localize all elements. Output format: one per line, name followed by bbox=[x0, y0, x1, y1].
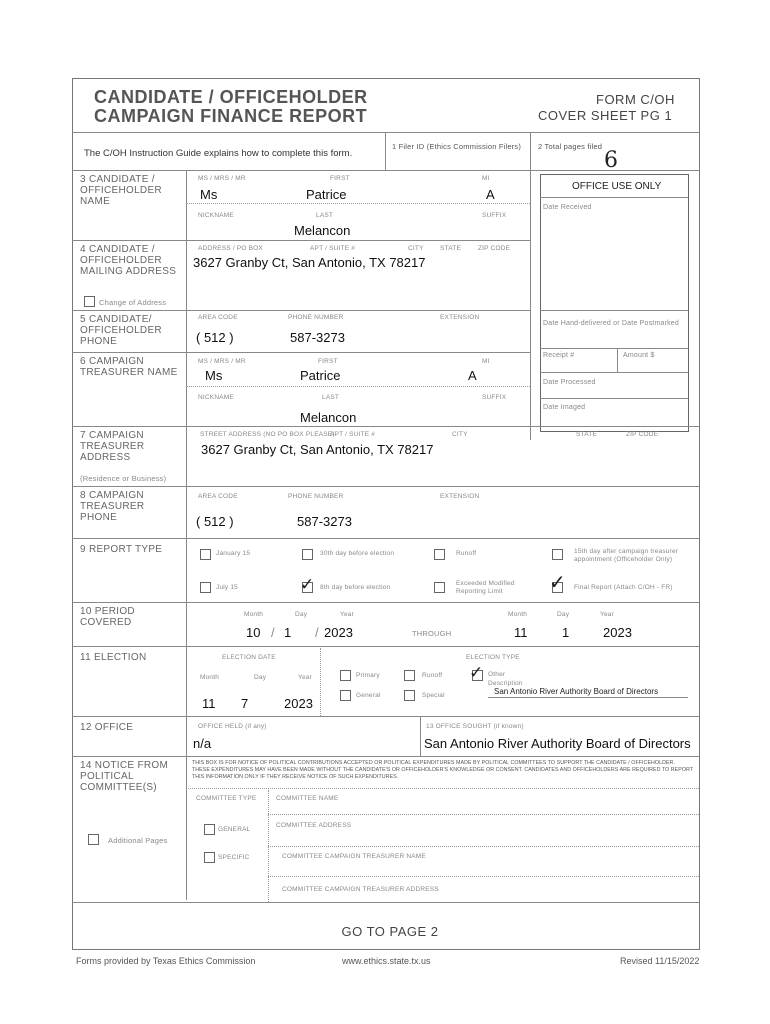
form-id: FORM C/OH bbox=[596, 92, 675, 107]
checkmark-icon: ✓ bbox=[469, 663, 484, 682]
divider bbox=[186, 170, 187, 900]
candidate-middle-initial[interactable]: A bbox=[486, 187, 495, 202]
report-15day-after-label: 15th day after campaign treasurer appointment (Officeholder Only) bbox=[574, 548, 679, 563]
office-use-title: OFFICE USE ONLY bbox=[572, 181, 662, 192]
divider bbox=[540, 372, 688, 373]
sec9-label: 9 REPORT TYPE bbox=[80, 544, 163, 555]
election-description-label: Description bbox=[488, 680, 523, 687]
form-title-line2: CAMPAIGN FINANCE REPORT bbox=[94, 106, 368, 126]
sec10-to-day-col: Day bbox=[557, 611, 570, 618]
change-of-address-label: Change of Address bbox=[99, 298, 167, 307]
sec3-mi-col: MI bbox=[482, 175, 490, 182]
sec3-prefix-col: MS / MRS / MR bbox=[198, 175, 246, 182]
footer-revised: Revised 11/15/2022 bbox=[620, 956, 700, 966]
treasurer-prefix[interactable]: Ms bbox=[205, 368, 223, 383]
committee-treasurer-address-label: COMMITTEE CAMPAIGN TREASURER ADDRESS bbox=[282, 886, 439, 893]
divider bbox=[530, 132, 531, 170]
sec6-suffix-col: SUFFIX bbox=[482, 394, 507, 401]
election-special-label: Special bbox=[422, 692, 445, 699]
period-from-month[interactable]: 10 bbox=[246, 625, 261, 640]
sec4-state-col: STATE bbox=[440, 245, 461, 252]
sec6-mi-col: MI bbox=[482, 358, 490, 365]
divider bbox=[540, 348, 688, 349]
election-description[interactable]: San Antonio River Authority Board of Directors bbox=[494, 687, 659, 696]
sec8-area-col: AREA CODE bbox=[198, 493, 238, 500]
sec10-to-year-col: Year bbox=[600, 611, 614, 618]
additional-pages-checkbox[interactable] bbox=[88, 834, 99, 845]
sec14-label: 14 NOTICE FROM POLITICAL COMMITTEE(S) bbox=[80, 760, 169, 793]
period-from-day[interactable]: 1 bbox=[284, 625, 292, 640]
checkmark-icon: ✓ bbox=[300, 575, 315, 594]
divider bbox=[72, 646, 699, 647]
office-held-label: OFFICE HELD (if any) bbox=[198, 723, 267, 730]
office-held-value[interactable]: n/a bbox=[193, 736, 212, 751]
sec4-label: 4 CANDIDATE / OFFICEHOLDER MAILING ADDRESS bbox=[80, 244, 177, 277]
divider bbox=[72, 716, 699, 717]
sec8-ext-col: EXTENSION bbox=[440, 493, 480, 500]
sec7-label: 7 CAMPAIGN TREASURER ADDRESS bbox=[80, 430, 145, 463]
divider bbox=[488, 697, 688, 698]
divider bbox=[72, 170, 699, 171]
candidate-phone-number[interactable]: 587-3273 bbox=[290, 330, 345, 345]
report-runoff-checkbox[interactable] bbox=[434, 549, 445, 560]
form-title-line1: CANDIDATE / OFFICEHOLDER bbox=[94, 87, 368, 107]
divider bbox=[72, 756, 699, 757]
divider bbox=[385, 132, 386, 170]
sec8-label: 8 CAMPAIGN TREASURER PHONE bbox=[80, 490, 145, 523]
report-july15-checkbox[interactable] bbox=[200, 582, 211, 593]
treasurer-address[interactable]: 3627 Granby Ct, San Antonio, TX 78217 bbox=[201, 442, 434, 457]
change-of-address-checkbox[interactable] bbox=[84, 296, 95, 307]
divider bbox=[72, 240, 530, 241]
candidate-mailing-address[interactable]: 3627 Granby Ct, San Antonio, TX 78217 bbox=[193, 255, 426, 270]
divider bbox=[72, 538, 699, 539]
divider bbox=[72, 352, 530, 353]
election-runoff-checkbox[interactable] bbox=[404, 670, 415, 681]
date-processed-label: Date Processed bbox=[543, 379, 596, 386]
sec6-nickname-col: NICKNAME bbox=[198, 394, 234, 401]
committee-specific-checkbox[interactable] bbox=[204, 852, 215, 863]
notice-text: THIS BOX IS FOR NOTICE OF POLITICAL CONTRIBUTIONS ACCEPTED OR POLITICAL EXPENDITURES MADE BY POLITICAL COMMITTEES TO SUPPORT THE CANDIDATE / OFFICEHOLDER. THESE EXPENDITURES MAY HAVE BEEN MADE WITHOUT THE CANDIDATE'S OR OFFICEHOLDER'S KNOWLEDGE OR CONSENT. CANDIDATES AND OFFICEHOLDERS ARE REQUIRED TO REPORT THIS INFORMATION ONLY IF THEY RECEIVE NOTICE OF SUCH EXPENDITURES. bbox=[192, 760, 693, 780]
committee-specific-label: SPECIFIC bbox=[218, 854, 250, 861]
sec10-label: 10 PERIOD COVERED bbox=[80, 606, 135, 628]
report-july15-label: July 15 bbox=[216, 584, 238, 591]
total-pages-label: 2 Total pages filed bbox=[538, 142, 603, 151]
receipt-label: Receipt # bbox=[543, 352, 575, 359]
sec7-city-col: CITY bbox=[452, 431, 468, 438]
election-primary-checkbox[interactable] bbox=[340, 670, 351, 681]
sec11-label: 11 ELECTION bbox=[80, 652, 147, 663]
slash-divider: / bbox=[271, 625, 275, 640]
sec4-apt-col: APT / SUITE # bbox=[310, 245, 356, 252]
divider bbox=[617, 348, 618, 372]
guide-note: The C/OH Instruction Guide explains how to complete this form. bbox=[84, 148, 353, 159]
report-exceeded-checkbox[interactable] bbox=[434, 582, 445, 593]
filer-id-label: 1 Filer ID (Ethics Commission Filers) bbox=[392, 142, 522, 151]
footer-provided-by: Forms provided by Texas Ethics Commission bbox=[76, 956, 256, 966]
treasurer-last-name[interactable]: Melancon bbox=[300, 410, 357, 425]
date-received-label: Date Received bbox=[543, 204, 592, 211]
election-year[interactable]: 2023 bbox=[284, 696, 313, 711]
sec7-state-col: STATE bbox=[576, 431, 597, 438]
sec8-phone-col: PHONE NUMBER bbox=[288, 493, 344, 500]
treasurer-phone-number[interactable]: 587-3273 bbox=[297, 514, 352, 529]
office-sought-value[interactable]: San Antonio River Authority Board of Directors bbox=[424, 736, 691, 751]
divider bbox=[268, 846, 699, 847]
sec7-zip-col: ZIP CODE bbox=[626, 431, 659, 438]
candidate-area-code[interactable]: ( 512 ) bbox=[196, 330, 234, 345]
sec10-day-col: Day bbox=[295, 611, 308, 618]
additional-pages-label: Additional Pages bbox=[108, 836, 168, 845]
period-to-year[interactable]: 2023 bbox=[603, 625, 632, 640]
period-to-day[interactable]: 1 bbox=[562, 625, 570, 640]
sec6-prefix-col: MS / MRS / MR bbox=[198, 358, 246, 365]
period-from-year[interactable]: 2023 bbox=[324, 625, 353, 640]
committee-address-label: COMMITTEE ADDRESS bbox=[276, 822, 352, 829]
sec4-zip-col: ZIP CODE bbox=[478, 245, 511, 252]
treasurer-first-name[interactable]: Patrice bbox=[300, 368, 341, 383]
sec5-area-col: AREA CODE bbox=[198, 314, 238, 321]
divider bbox=[540, 197, 688, 198]
slash-divider: / bbox=[315, 625, 319, 640]
divider bbox=[540, 398, 688, 399]
divider bbox=[72, 902, 699, 903]
report-final-label: Final Report (Attach C/OH - FR) bbox=[574, 584, 673, 591]
sec6-last-col: LAST bbox=[322, 394, 340, 401]
candidate-prefix[interactable]: Ms bbox=[200, 187, 218, 202]
amount-label: Amount $ bbox=[623, 352, 655, 359]
divider bbox=[72, 486, 699, 487]
through-label: THROUGH bbox=[412, 629, 452, 638]
checkmark-icon: ✓ bbox=[549, 572, 566, 594]
election-month[interactable]: 11 bbox=[202, 696, 216, 711]
sec3-label: 3 CANDIDATE / OFFICEHOLDER NAME bbox=[80, 174, 162, 207]
sec3-nickname-col: NICKNAME bbox=[198, 212, 234, 219]
sec5-phone-col: PHONE NUMBER bbox=[288, 314, 344, 321]
office-use-box bbox=[540, 174, 689, 432]
sec3-first-col: FIRST bbox=[330, 175, 350, 182]
report-january15-checkbox[interactable] bbox=[200, 549, 211, 560]
election-other-label: Other bbox=[488, 671, 506, 678]
sec7-sublabel: (Residence or Business) bbox=[80, 474, 167, 483]
sec7-address-col: STREET ADDRESS (NO PO BOX PLEASE) bbox=[200, 431, 335, 438]
committee-name-label: COMMITTEE NAME bbox=[276, 795, 339, 802]
sec7-apt-col: APT / SUITE # bbox=[330, 431, 376, 438]
candidate-first-name[interactable]: Patrice bbox=[306, 187, 347, 202]
treasurer-area-code[interactable]: ( 512 ) bbox=[196, 514, 234, 529]
report-runoff-label: Runoff bbox=[456, 550, 477, 557]
election-date-label: ELECTION DATE bbox=[222, 654, 276, 661]
sec10-year-col: Year bbox=[340, 611, 354, 618]
sec10-month-col: Month bbox=[244, 611, 264, 618]
committee-general-label: GENERAL bbox=[218, 826, 251, 833]
divider bbox=[72, 310, 530, 311]
report-15day-after-checkbox[interactable] bbox=[552, 549, 563, 560]
report-8day-label: 8th day before election bbox=[320, 584, 391, 591]
sec5-label: 5 CANDIDATE/ OFFICEHOLDER PHONE bbox=[80, 314, 162, 347]
divider bbox=[268, 876, 699, 877]
sec10-to-month-col: Month bbox=[508, 611, 528, 618]
sec6-label: 6 CAMPAIGN TREASURER NAME bbox=[80, 356, 178, 378]
cover-sheet-label: COVER SHEET PG 1 bbox=[538, 108, 673, 123]
sec11-day-col: Day bbox=[254, 674, 267, 681]
sec3-suffix-col: SUFFIX bbox=[482, 212, 507, 219]
divider bbox=[268, 814, 699, 815]
election-primary-label: Primary bbox=[356, 672, 380, 679]
divider bbox=[186, 203, 530, 204]
election-runoff-label: Runoff bbox=[422, 672, 443, 679]
divider bbox=[72, 426, 699, 427]
divider bbox=[320, 648, 321, 716]
divider bbox=[186, 386, 530, 387]
sec4-address-col: ADDRESS / PO BOX bbox=[198, 245, 263, 252]
go-to-page-2: GO TO PAGE 2 bbox=[341, 924, 439, 939]
sec13-label: 13 OFFICE SOUGHT (if known) bbox=[426, 723, 524, 730]
period-to-month[interactable]: 11 bbox=[514, 625, 528, 640]
sec6-first-col: FIRST bbox=[318, 358, 338, 365]
divider bbox=[186, 788, 699, 789]
divider bbox=[420, 716, 421, 756]
election-general-checkbox[interactable] bbox=[340, 690, 351, 701]
sec11-month-col: Month bbox=[200, 674, 220, 681]
date-hand-delivered-label: Date Hand-delivered or Date Postmarked bbox=[543, 320, 679, 327]
election-type-label: ELECTION TYPE bbox=[466, 654, 520, 661]
election-special-checkbox[interactable] bbox=[404, 690, 415, 701]
divider bbox=[530, 170, 531, 440]
sec3-last-col: LAST bbox=[316, 212, 334, 219]
committee-treasurer-name-label: COMMITTEE CAMPAIGN TREASURER NAME bbox=[282, 853, 426, 860]
sec4-city-col: CITY bbox=[408, 245, 424, 252]
report-january15-label: January 15 bbox=[216, 550, 251, 557]
sec12-label: 12 OFFICE bbox=[80, 722, 134, 733]
candidate-last-name[interactable]: Melancon bbox=[294, 223, 351, 238]
report-30day-checkbox[interactable] bbox=[302, 549, 313, 560]
sec11-year-col: Year bbox=[298, 674, 312, 681]
footer-website[interactable]: www.ethics.state.tx.us bbox=[342, 956, 431, 966]
election-day[interactable]: 7 bbox=[241, 696, 249, 711]
date-imaged-label: Date Imaged bbox=[543, 404, 586, 411]
divider bbox=[72, 602, 699, 603]
committee-general-checkbox[interactable] bbox=[204, 824, 215, 835]
sec5-ext-col: EXTENSION bbox=[440, 314, 480, 321]
committee-type-label: COMMITTEE TYPE bbox=[196, 795, 257, 802]
report-exceeded-label: Exceeded Modified Reporting Limit bbox=[456, 580, 515, 595]
filer-id-field[interactable] bbox=[392, 153, 527, 167]
treasurer-middle-initial[interactable]: A bbox=[468, 368, 477, 383]
divider bbox=[540, 310, 688, 311]
total-pages-value[interactable]: 6 bbox=[604, 148, 618, 173]
election-general-label: General bbox=[356, 692, 381, 699]
report-30day-label: 30th day before election bbox=[320, 550, 395, 557]
